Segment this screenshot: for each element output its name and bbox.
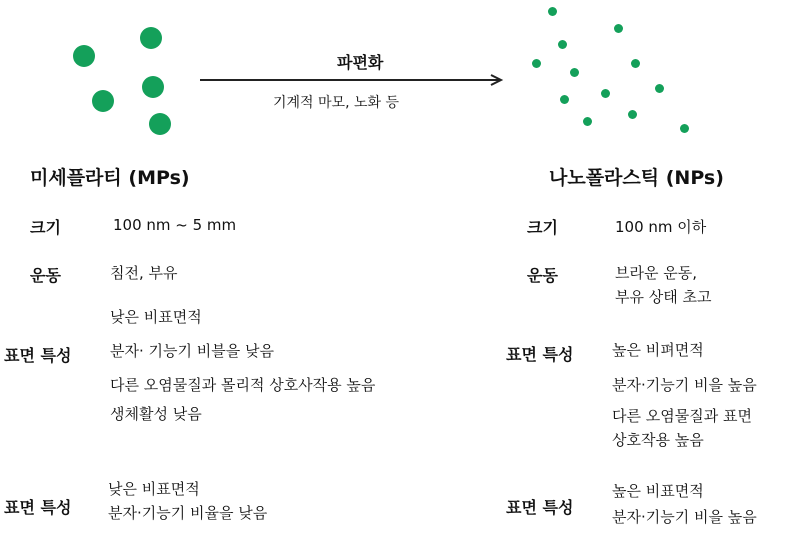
mps-motion-label: 운동 [30, 266, 61, 285]
microplastic-particle [149, 113, 171, 135]
mps-surface-label: 표면 특성 [4, 346, 72, 365]
nps-title: 나노폴라스틱 (NPs) [549, 167, 724, 189]
mps-title: 미세플라티 (MPs) [30, 167, 190, 189]
arrow-bottom-label: 기계적 마모, 노화 등 [273, 95, 399, 111]
nanoplastic-particle [570, 68, 579, 77]
nps-surface2-line: 높은 비표면적 [612, 482, 704, 500]
nps-size-label: 크기 [527, 218, 558, 237]
arrow-top-label: 파편화 [337, 53, 384, 72]
nps-surface-label: 표면 특성 [506, 345, 574, 364]
nps-motion-line: 브라운 운동, [615, 264, 697, 282]
mps-surface2-label: 표면 특성 [4, 498, 72, 517]
nanoplastic-particle [583, 117, 592, 126]
microplastic-particle [142, 76, 164, 98]
microplastic-particle [92, 90, 114, 112]
mps-surface-line: 생체활성 낮음 [110, 405, 202, 423]
nps-surface-line: 분자·기능기 비을 높음 [612, 376, 757, 394]
mps-surface-line: 다른 오염물질과 몰리적 상호사작용 높음 [110, 376, 376, 394]
nps-size-value: 100 nm 이하 [615, 218, 707, 236]
nanoplastic-particle [558, 40, 567, 49]
microplastic-particle [73, 45, 95, 67]
mps-size-label: 크기 [30, 218, 61, 237]
nps-surface-line: 다른 오염물질과 표면 [612, 407, 752, 425]
nanoplastic-particle [655, 84, 664, 93]
mps-surface-line: 낮은 비표면적 [110, 308, 202, 326]
mps-surface2-line: 낮은 비표면적 [108, 480, 200, 498]
mps-size-value: 100 nm ~ 5 mm [113, 216, 237, 234]
nanoplastic-particle [601, 89, 610, 98]
mps-surface2-line: 분자·기능기 비율을 낮음 [108, 504, 268, 522]
nanoplastic-particle [628, 110, 637, 119]
nps-surface-line: 상호작용 높음 [612, 431, 704, 449]
nps-motion-line: 부유 상태 초고 [615, 288, 712, 306]
nanoplastic-particle [548, 7, 557, 16]
nanoplastic-particle [631, 59, 640, 68]
nps-surface2-label: 표면 특성 [506, 498, 574, 517]
nps-surface-line: 높은 비펴면적 [612, 341, 704, 359]
nps-surface2-line: 분자·기능기 비을 높음 [612, 508, 757, 526]
mps-surface-line: 분자· 기능기 비블을 낮음 [110, 342, 274, 360]
nps-motion-label: 운동 [527, 266, 558, 285]
nanoplastic-particle [560, 95, 569, 104]
nanoplastic-particle [614, 24, 623, 33]
microplastic-particle [140, 27, 162, 49]
mps-motion-value: 침전, 부유 [110, 264, 178, 282]
fragmentation-arrow [195, 72, 515, 88]
nanoplastic-particle [680, 124, 689, 133]
nanoplastic-particle [532, 59, 541, 68]
